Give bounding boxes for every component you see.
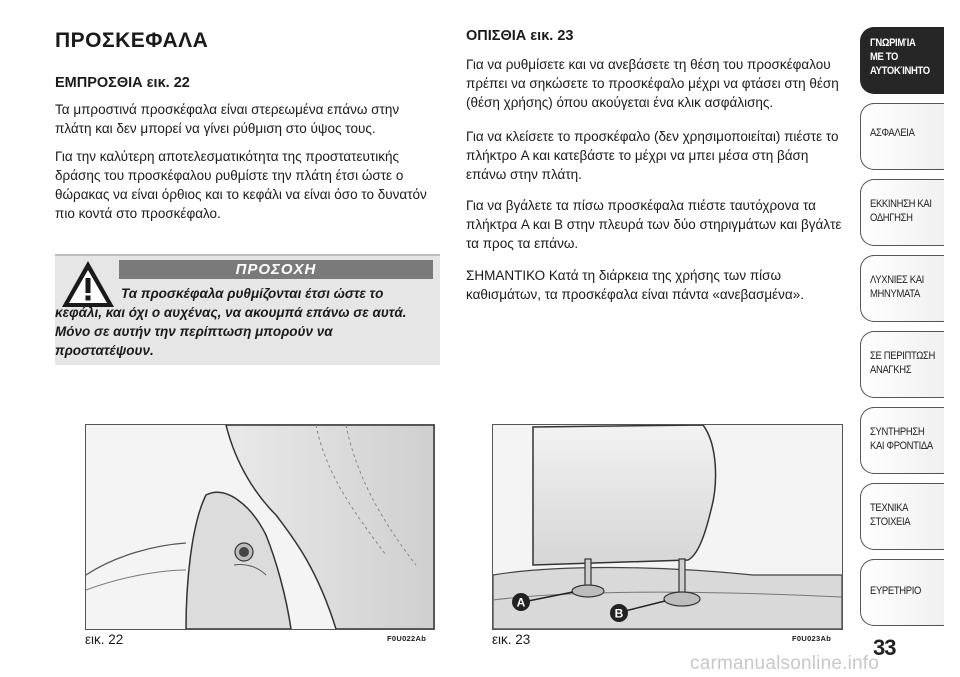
front-paragraph-1: Τα μπροστινά προσκέφαλα είναι στερεωμένα επάνω στην πλάτη και δεν μπορεί να γίνει ρύθμιση στο ύψος τους. — [55, 102, 400, 136]
figure-23-image — [492, 424, 843, 630]
figure-22-code: F0U022Ab — [387, 634, 427, 643]
tab-maintenance[interactable]: ΣΥΝΤΗΡΗΣΗ ΚΑΙ ΦΡΟΝΤΙΔΑ — [860, 407, 944, 474]
warning-text: Τα προσκέφαλα ρυθμίζονται έτσι ώστε το κεφάλι, και όχι ο αυχένας, να ακουμπά επάνω σε αυτά. Μόνο σε αυτήν την περίπτωση μπορούν να προστατέψουν. — [55, 286, 407, 358]
figure-23-caption: εικ. 23 — [492, 632, 531, 647]
rear-paragraph-2: Για να κλείσετε το προσκέφαλο (δεν χρησιμοποιείται) πιέστε το πλήκτρο A και κατεβάστε το μέχρι να μπει μέσα στη βάση επάνω στην πλάτη. — [466, 129, 839, 182]
tab-getting-to-know-car[interactable]: ΓΝΩΡΙΜΊΑ ΜΕ ΤΟ ΑΥΤΟΚΊΝΗΤΟ — [860, 27, 944, 94]
watermark: carmanualsonline.info — [690, 653, 880, 674]
warning-box — [55, 254, 440, 365]
rear-paragraph-3: Για να βγάλετε τα πίσω προσκέφαλα πιέστε ταυτόχρονα τα πλήκτρα A και B στην πλευρά των δύο στηριγμάτων και βγάλτε τα προς τα επάνω. — [466, 198, 842, 251]
rear-paragraph-1: Για να ρυθμίσετε και να ανεβάσετε τη θέση του προσκέφαλου πρέπει να σηκώσετε το προσκέφαλο μέχρι να φτάσει στη θέση (θέση χρήσης) όπου ακούγεται ένα κλικ ασφάλισης. — [466, 57, 839, 110]
figure-22-image — [85, 424, 435, 630]
warning-header: ΠΡΟΣΟΧΗ — [119, 260, 433, 279]
tab-warning-lights[interactable]: ΛΥΧΝΙΕΣ ΚΑΙ ΜΗΝΥΜΑΤΑ — [860, 255, 944, 322]
tab-index[interactable]: ΕΥΡΕΤΗΡΙΟ — [860, 559, 944, 626]
front-paragraph-2: Για την καλύτερη αποτελεσματικότητα της προστατευτικής δράσης του προσκέφαλου ρυθμίστε την πλάτη έτσι ώστε ο θώρακας να είναι όρθιος και το κεφάλι να είναι όσο το δυνατόν πιο κοντά στο προσκέφαλο. — [55, 149, 427, 221]
label-b: B — [614, 606, 624, 621]
figure-23-code: F0U023Ab — [792, 634, 832, 643]
rear-heading: ΟΠΙΣΘΙΑ εικ. 23 — [466, 28, 574, 44]
warning-text-block — [55, 284, 433, 360]
page-number: 33 — [873, 635, 896, 660]
page-title: ΠΡΟΣΚΕΦΑΛΑ — [55, 29, 209, 52]
label-a: A — [516, 595, 526, 610]
figure-22-caption: εικ. 22 — [85, 632, 124, 647]
tab-emergency[interactable]: ΣΕ ΠΕΡΙΠΤΩΣΗ ΑΝΑΓΚΗΣ — [860, 331, 944, 398]
front-section — [55, 75, 435, 91]
rear-paragraph-4: ΣΗΜΑΝΤΙΚΟ Κατά τη διάρκεια της χρήσης των πίσω καθισμάτων, τα προσκέφαλα είναι πάντα «ανεβασμένα». — [466, 268, 804, 302]
tab-starting-driving[interactable]: ΕΚΚΙΝΗΣΗ ΚΑΙ ΟΔΗΓΗΣΗ — [860, 179, 944, 246]
tab-safety[interactable]: ΑΣΦΑΛΕΙΑ — [860, 103, 944, 170]
front-heading: ΕΜΠΡΟΣΘΙΑ εικ. 22 — [55, 75, 190, 91]
tab-technical-data[interactable]: ΤΕΧΝΙΚΑ ΣΤΟΙΧΕΙΑ — [860, 483, 944, 550]
